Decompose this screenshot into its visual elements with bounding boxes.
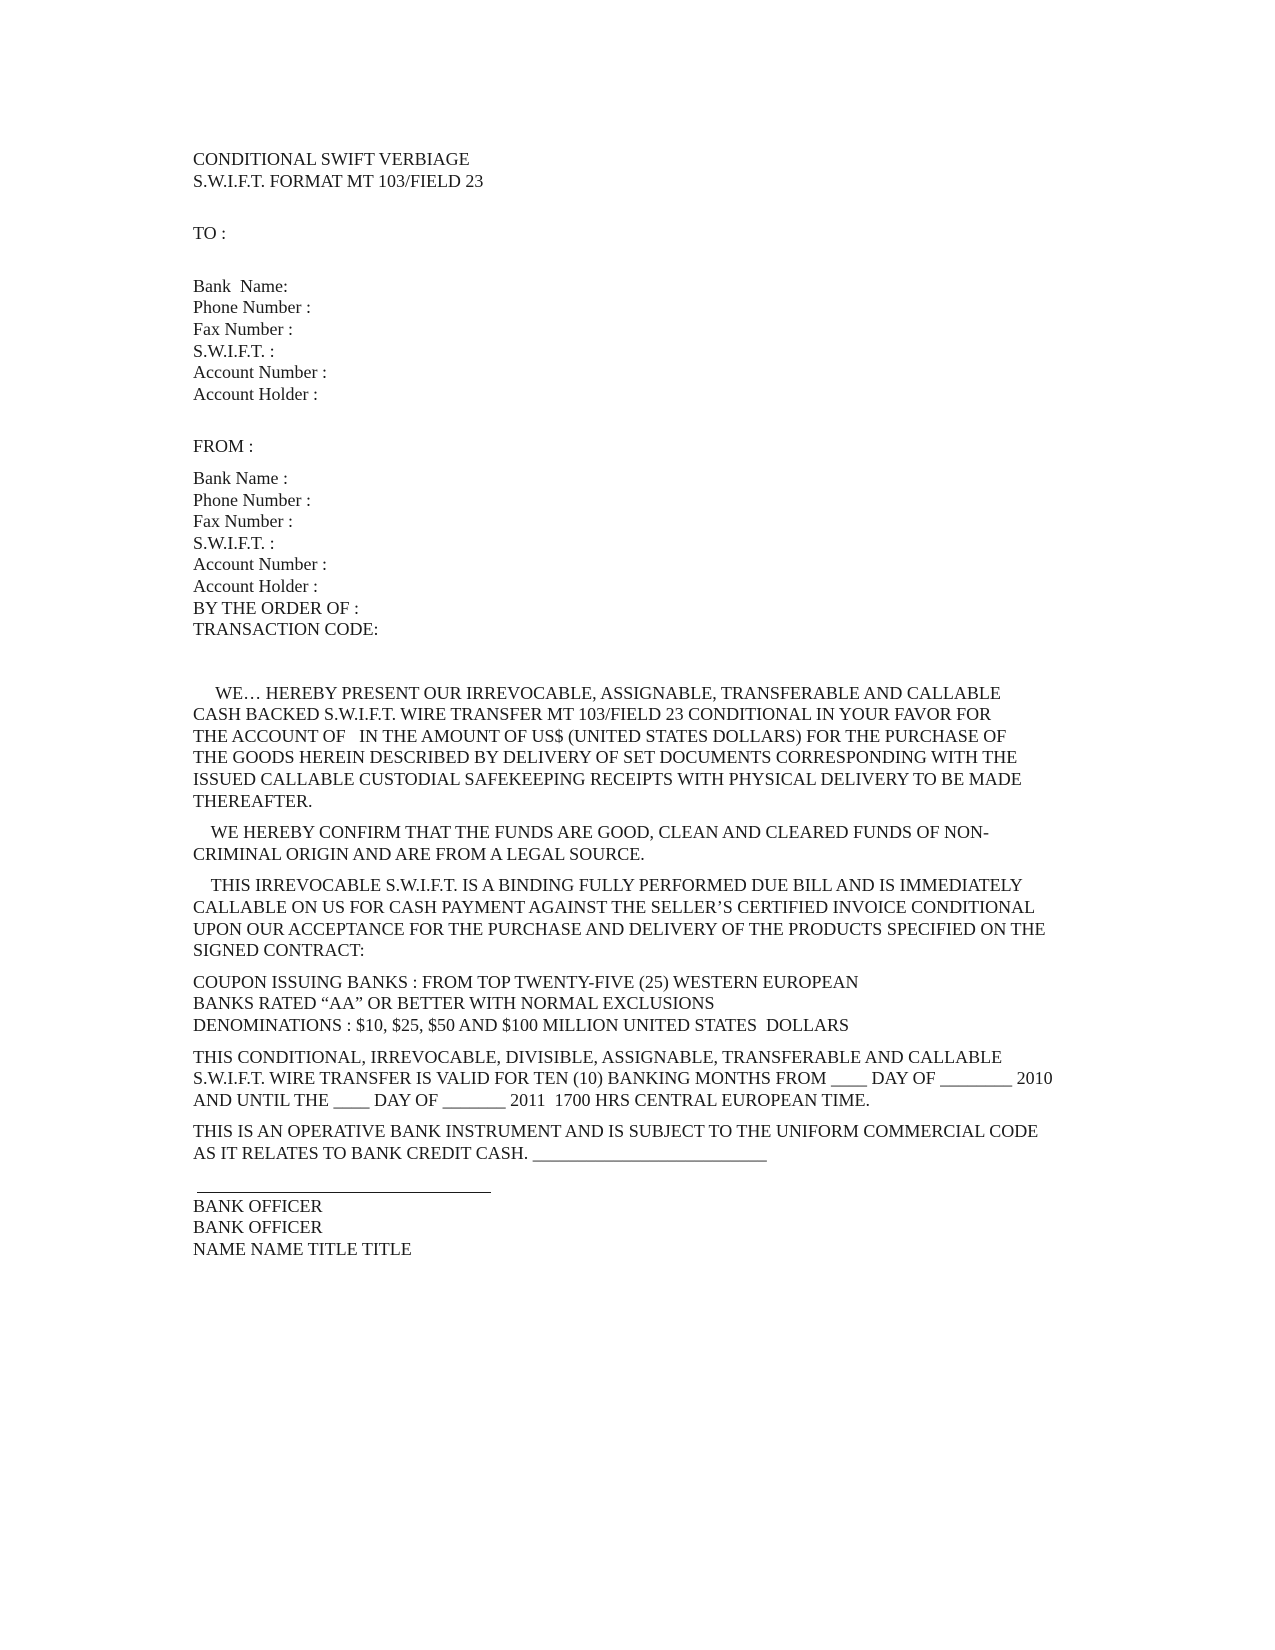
body-line: ISSUED CALLABLE CUSTODIAL SAFEKEEPING RECEIPTS WITH PHYSICAL DELIVERY TO BE MADE bbox=[193, 769, 1022, 790]
body-paragraph-confirmation bbox=[193, 822, 1193, 865]
body-paragraph-due-bill bbox=[193, 875, 1193, 961]
to-bank-name-label: Bank Name: bbox=[193, 275, 288, 296]
to-section bbox=[193, 223, 1193, 405]
from-account-number-label: Account Number : bbox=[193, 554, 327, 575]
body-line: AND UNTIL THE ____ DAY OF _______ 2011 1700 HRS CENTRAL EUROPEAN TIME. bbox=[193, 1089, 871, 1110]
body-line: WE… HEREBY PRESENT OUR IRREVOCABLE, ASSIGNABLE, TRANSFERABLE AND CALLABLE bbox=[193, 682, 1001, 703]
body-line: DENOMINATIONS : $10, $25, $50 AND $100 MILLION UNITED STATES DOLLARS bbox=[193, 1015, 850, 1035]
to-phone-number-label: Phone Number : bbox=[193, 297, 311, 318]
to-account-number-label: Account Number : bbox=[193, 362, 327, 383]
document-header bbox=[193, 149, 1193, 192]
body-line: THE GOODS HEREIN DESCRIBED BY DELIVERY OF SET DOCUMENTS CORRESPONDING WITH THE bbox=[193, 747, 1018, 768]
document-title: CONDITIONAL SWIFT VERBIAGE bbox=[193, 149, 470, 169]
body-line: THEREAFTER. bbox=[193, 790, 313, 811]
body-line: WE HEREBY CONFIRM THAT THE FUNDS ARE GOOD, CLEAN AND CLEARED FUNDS OF NON- bbox=[193, 822, 990, 843]
by-the-order-of-label: BY THE ORDER OF : bbox=[193, 597, 360, 618]
to-swift-label: S.W.I.F.T. : bbox=[193, 340, 275, 361]
body-line: COUPON ISSUING BANKS : FROM TOP TWENTY-FIVE (25) WESTERN EUROPEAN bbox=[193, 971, 859, 992]
from-heading: FROM : bbox=[193, 436, 254, 457]
signature-block bbox=[193, 1192, 1193, 1261]
to-fax-number-label: Fax Number : bbox=[193, 318, 293, 339]
body-line: BANKS RATED “AA” OR BETTER WITH NORMAL EXCLUSIONS bbox=[193, 993, 715, 1014]
to-account-holder-label: Account Holder : bbox=[193, 383, 318, 404]
body-line: CRIMINAL ORIGIN AND ARE FROM A LEGAL SOURCE. bbox=[193, 843, 645, 864]
body-line: UPON OUR ACCEPTANCE FOR THE PURCHASE AND DELIVERY OF THE PRODUCTS SPECIFIED ON THE bbox=[193, 918, 1046, 939]
body-line: AS IT RELATES TO BANK CREDIT CASH. __________________________ bbox=[193, 1142, 767, 1163]
from-phone-number-label: Phone Number : bbox=[193, 489, 311, 510]
from-account-holder-label: Account Holder : bbox=[193, 575, 318, 596]
from-section bbox=[193, 436, 1193, 640]
body-paragraph-validity bbox=[193, 1047, 1193, 1112]
body-line: THIS IRREVOCABLE S.W.I.F.T. IS A BINDING FULLY PERFORMED DUE BILL AND IS IMMEDIATELY bbox=[193, 875, 1023, 896]
body-paragraph-coupon-banks bbox=[193, 972, 1193, 1037]
from-fax-number-label: Fax Number : bbox=[193, 511, 293, 532]
signature-officer-1: BANK OFFICER bbox=[193, 1195, 323, 1216]
signature-officer-2: BANK OFFICER bbox=[193, 1217, 323, 1238]
body-line: S.W.I.F.T. WIRE TRANSFER IS VALID FOR TEN (10) BANKING MONTHS FROM ____ DAY OF ________ 2010 bbox=[193, 1068, 1053, 1089]
from-swift-label: S.W.I.F.T. : bbox=[193, 532, 275, 553]
body-paragraph-operative bbox=[193, 1121, 1193, 1164]
body-line: THE ACCOUNT OF IN THE AMOUNT OF US$ (UNITED STATES DOLLARS) FOR THE PURCHASE OF bbox=[193, 725, 1007, 746]
document-subtitle: S.W.I.F.T. FORMAT MT 103/FIELD 23 bbox=[193, 170, 484, 191]
to-heading: TO : bbox=[193, 223, 227, 244]
body-line: THIS CONDITIONAL, IRREVOCABLE, DIVISIBLE, ASSIGNABLE, TRANSFERABLE AND CALLABLE bbox=[193, 1046, 1003, 1067]
body-paragraph-presentation bbox=[193, 683, 1193, 813]
from-bank-name-label: Bank Name : bbox=[193, 467, 288, 488]
signature-line bbox=[197, 1192, 491, 1193]
body-line: CALLABLE ON US FOR CASH PAYMENT AGAINST THE SELLER’S CERTIFIED INVOICE CONDITIONAL bbox=[193, 897, 1036, 918]
signature-name-title: NAME NAME TITLE TITLE bbox=[193, 1238, 412, 1259]
body-line: CASH BACKED S.W.I.F.T. WIRE TRANSFER MT 103/FIELD 23 CONDITIONAL IN YOUR FAVOR FOR bbox=[193, 704, 992, 725]
body-line: SIGNED CONTRACT: bbox=[193, 940, 365, 961]
transaction-code-label: TRANSACTION CODE: bbox=[193, 619, 379, 640]
document-body bbox=[193, 149, 1193, 1260]
body-line: THIS IS AN OPERATIVE BANK INSTRUMENT AND IS SUBJECT TO THE UNIFORM COMMERCIAL CODE bbox=[193, 1121, 1039, 1142]
